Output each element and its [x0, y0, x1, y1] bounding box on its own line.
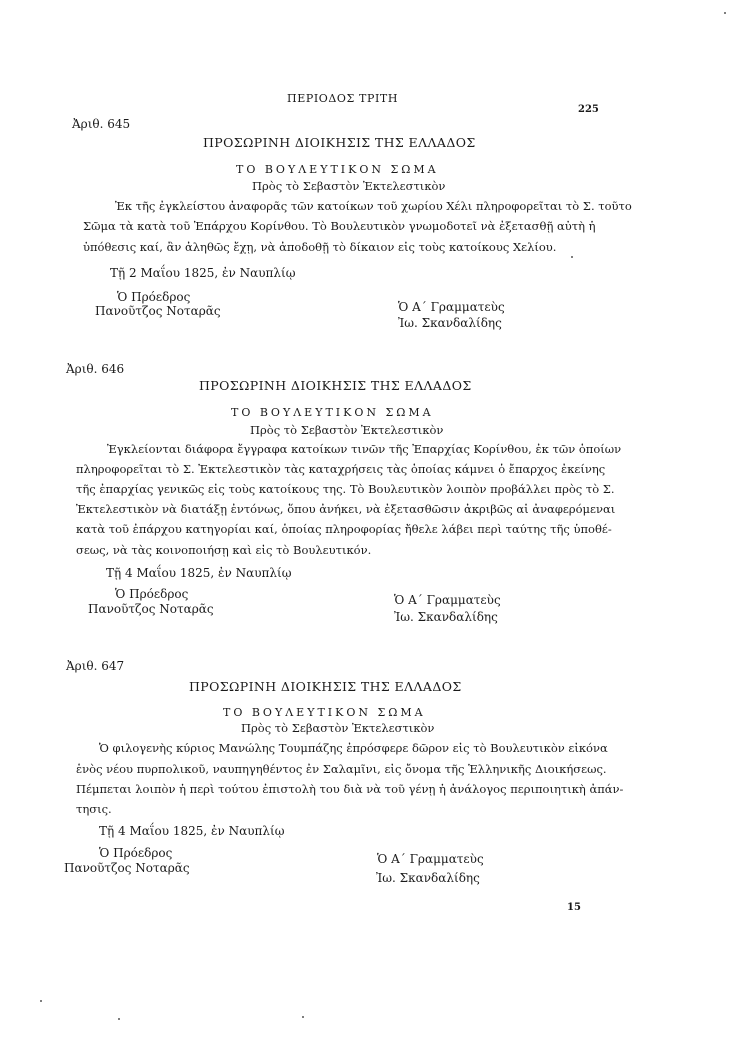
date-line: Τῇ 4 Μαΐου 1825, ἐν Ναυπλίῳ: [99, 824, 285, 838]
president-title: Ὁ Πρόεδρος: [117, 290, 191, 304]
scan-speck: [40, 1000, 42, 1002]
document-number: Ἀριθ. 647: [66, 659, 125, 673]
body-line: Ἐκ τῆς ἐγκλείστου ἀναφορᾶς τῶν κατοίκων τοῦ χωρίου Χέλι πληροφορεῖται τὸ Σ. τοῦτο: [115, 199, 632, 213]
scan-speck: [571, 256, 573, 258]
government-heading: ΠΡΟΣΩΡΙΝΗ ΔΙΟΙΚΗΣΙΣ ΤΗΣ ΕΛΛΑΔΟΣ: [199, 378, 472, 393]
body-line: Πέμπεται λοιπὸν ἡ περὶ τούτου ἐπιστολὴ του διὰ νὰ τοῦ γένῃ ἡ ἀνάλογος περιποιητικὴ ἀπάν-: [76, 782, 624, 796]
president-name: Πανοῦτζος Νοταρᾶς: [88, 602, 214, 616]
date-line: Τῇ 4 Μαΐου 1825, ἐν Ναυπλίῳ: [106, 566, 292, 580]
addressee-line: Πρὸς τὸ Σεβαστὸν Ἐκτελεστικὸν: [250, 423, 444, 437]
addressee-line: Πρὸς τὸ Σεβαστὸν Ἐκτελεστικὸν: [241, 721, 435, 735]
body-line: Σῶμα τὰ κατὰ τοῦ Ἐπάρχου Κορίνθου. Τὸ Βουλευτικὸν γνωμοδοτεῖ νὰ ἐξετασθῇ αὐτὴ ἡ: [83, 219, 596, 233]
government-heading: ΠΡΟΣΩΡΙΝΗ ΔΙΟΙΚΗΣΙΣ ΤΗΣ ΕΛΛΑΔΟΣ: [189, 679, 462, 694]
scan-speck: [118, 1018, 120, 1020]
president-name: Πανοῦτζος Νοταρᾶς: [95, 304, 221, 318]
body-line: Ἐγκλείονται διάφορα ἔγγραφα κατοίκων τινῶν τῆς Ἐπαρχίας Κορίνθου, ἐκ τῶν ὁποίων: [107, 442, 622, 456]
body-line: Ἐκτελεστικὸν νὰ διατάξῃ ἐντόνως, ὅπου ἀνήκει, νὰ ἐξετασθῶσιν ἀκριβῶς αἱ ἀναφερόμεναι: [76, 502, 616, 516]
document-number: Ἀριθ. 645: [72, 117, 131, 131]
secretary-title: Ὁ Α΄ Γραμματεὺς: [394, 593, 501, 607]
date-line: Τῇ 2 Μαΐου 1825, ἐν Ναυπλίῳ: [110, 266, 296, 280]
signature-number: 15: [567, 902, 581, 913]
secretary-name: Ἰω. Σκανδαλίδης: [398, 316, 502, 330]
page-number: 225: [578, 104, 599, 115]
body-line: ὑπόθεσις καί, ἂν ἀληθῶς ἔχῃ, νὰ ἀποδοθῇ τὸ δίκαιον εἰς τοὺς κατοίκους Χελίου.: [83, 240, 557, 254]
body-line: κατὰ τοῦ ἐπάρχου κατηγορίαι καί, ὁποίας πληροφορίας ἤθελε λάβει περὶ ταύτης τῆς ὑποθέ-: [76, 522, 612, 536]
scan-speck: [724, 12, 726, 14]
government-heading: ΠΡΟΣΩΡΙΝΗ ΔΙΟΙΚΗΣΙΣ ΤΗΣ ΕΛΛΑΔΟΣ: [203, 135, 476, 150]
council-heading: ΤΟ ΒΟΥΛΕΥΤΙΚΟΝ ΣΩΜΑ: [223, 706, 426, 719]
council-heading: ΤΟ ΒΟΥΛΕΥΤΙΚΟΝ ΣΩΜΑ: [231, 406, 434, 419]
body-line: σεως, νὰ τὰς κοινοποιήσῃ καὶ εἰς τὸ Βουλευτικόν.: [76, 543, 372, 557]
body-line: τησις.: [76, 802, 112, 816]
body-line: τῆς ἐπαρχίας γενικῶς εἰς τοὺς κατοίκους της. Τὸ Βουλευτικὸν λοιπὸν προβάλλει πρὸς τὸ Σ.: [76, 482, 615, 496]
secretary-name: Ἰω. Σκανδαλίδης: [394, 610, 498, 624]
president-title: Ὁ Πρόεδρος: [115, 587, 189, 601]
document-number: Ἀριθ. 646: [66, 362, 125, 376]
president-name: Πανοῦτζος Νοταρᾶς: [64, 861, 190, 875]
scan-speck: [302, 1016, 304, 1018]
running-header: ΠΕΡΙΟΔΟΣ ΤΡΙΤΗ: [287, 92, 399, 105]
secretary-name: Ἰω. Σκανδαλίδης: [376, 871, 480, 885]
body-line: ἑνὸς νέου πυρπολικοῦ, ναυπηγηθέντος ἐν Σαλαμῖνι, εἰς ὄνομα τῆς Ἑλληνικῆς Διοικήσεως.: [76, 762, 607, 776]
body-line: Ὁ φιλογενὴς κύριος Μανώλης Τουμπάζης ἐπρόσφερε δῶρον εἰς τὸ Βουλευτικὸν εἰκόνα: [99, 741, 608, 755]
secretary-title: Ὁ Α΄ Γραμματεὺς: [398, 300, 505, 314]
secretary-title: Ὁ Α΄ Γραμματεὺς: [377, 852, 484, 866]
council-heading: ΤΟ ΒΟΥΛΕΥΤΙΚΟΝ ΣΩΜΑ: [236, 163, 439, 176]
addressee-line: Πρὸς τὸ Σεβαστὸν Ἐκτελεστικὸν: [252, 179, 446, 193]
body-line: πληροφορεῖται τὸ Σ. Ἐκτελεστικὸν τὰς καταχρήσεις τὰς ὁποίας κάμνει ὁ ἔπαρχος ἐκείνης: [76, 462, 606, 476]
president-title: Ὁ Πρόεδρος: [99, 846, 173, 860]
